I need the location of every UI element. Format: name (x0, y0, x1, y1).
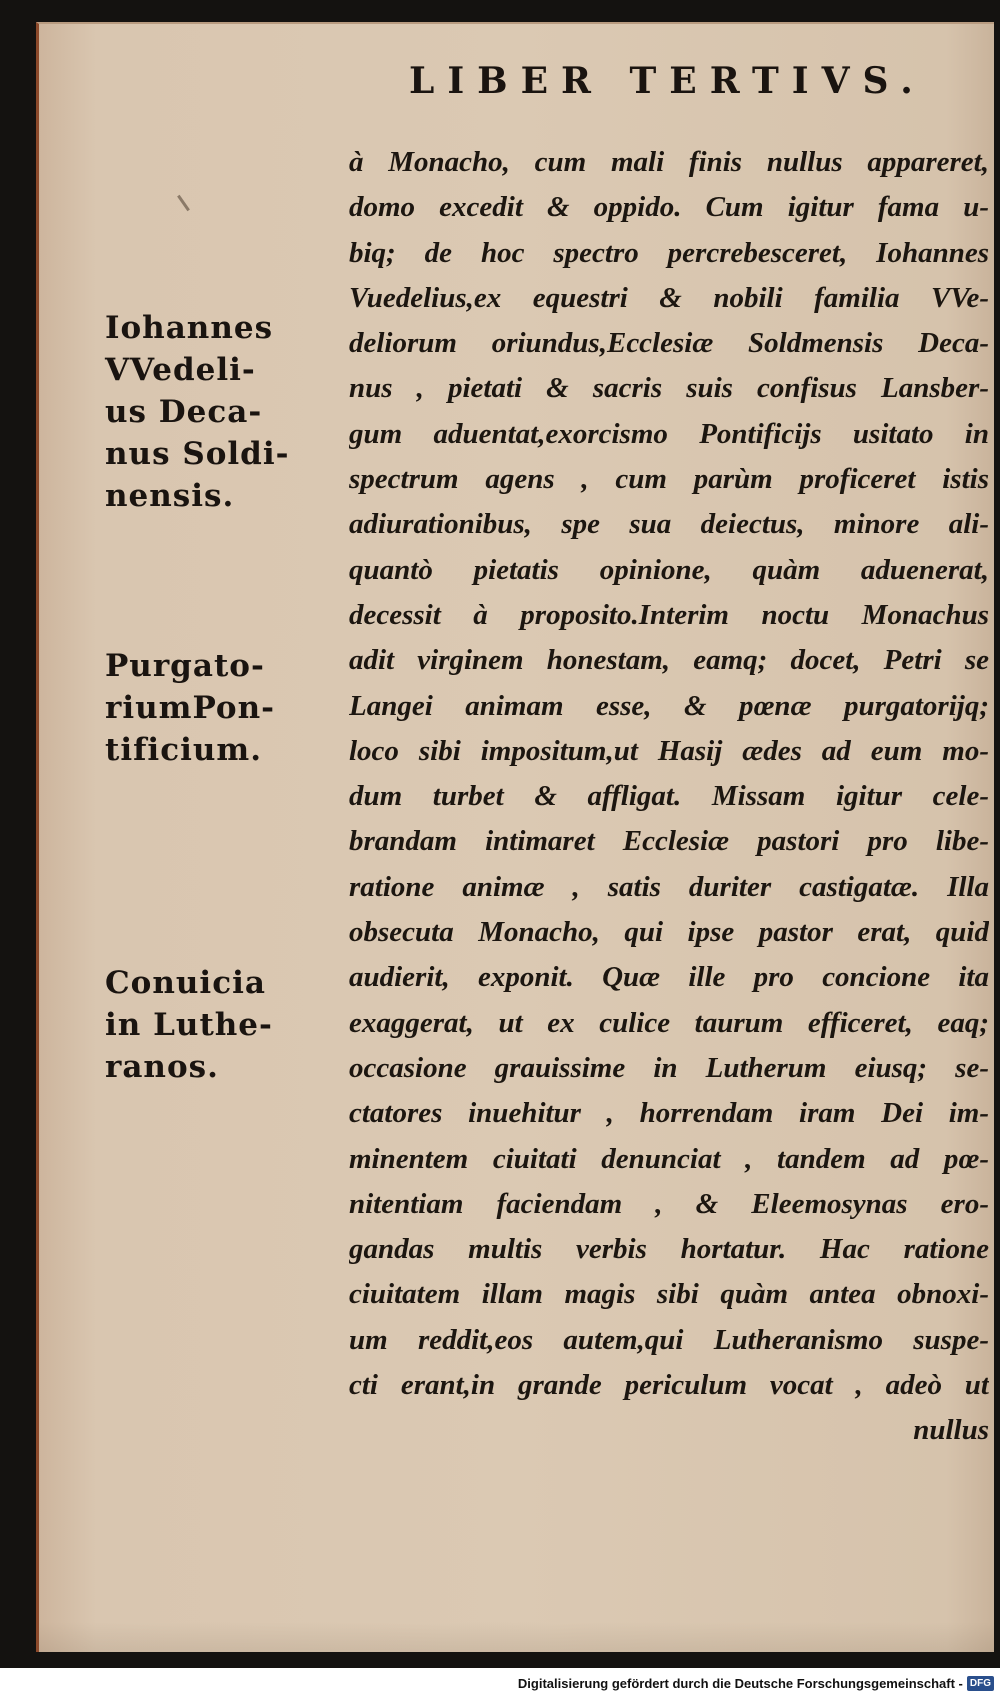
text-line: um reddit,eos autem,qui Lutheranismo suspe- (349, 1323, 989, 1356)
margin-note-purgatorium (105, 645, 315, 771)
text-line: adit virginem honestam, eamq; docet, Petri se (349, 644, 989, 677)
text-line: obsecuta Monacho, qui ipse pastor erat, quid (349, 916, 989, 949)
text-line: spectrum agens , cum parùm proficeret istis (349, 463, 989, 496)
text-line: gandas multis verbis hortatur. Hac ratione (349, 1233, 989, 1266)
text-line: quantò pietatis opinione, quàm aduenerat, (349, 553, 989, 586)
text-line: dum turbet & affligat. Missam igitur cele- (349, 780, 989, 813)
text-line: deliorum oriundus,Ecclesiæ Soldmensis Deca- (349, 327, 989, 360)
margin-note-line: VVedeli- (105, 352, 256, 388)
text-line: minentem ciuitati denunciat , tandem ad pœ- (349, 1142, 989, 1175)
margin-note-line: nus Soldi- (105, 436, 290, 472)
margin-note-line: ranos. (105, 1049, 219, 1085)
dfg-logo: DFG (967, 1676, 994, 1691)
margin-note-conuicia (105, 962, 315, 1088)
text-line: gum aduentat,exorcismo Pontificijs usitato in (349, 417, 989, 450)
text-line: nitentiam faciendam , & Eleemosynas ero- (349, 1187, 989, 1220)
margin-note-line: nensis. (105, 478, 235, 514)
digitization-credit (518, 1676, 994, 1691)
margin-note-line: tificium. (105, 732, 262, 768)
margin-note-line: in Luthe- (105, 1007, 273, 1043)
book-page (36, 22, 994, 1652)
text-line: ciuitatem illam magis sibi quàm antea obnoxi- (349, 1278, 989, 1311)
text-line: cti erant,in grande periculum vocat , adeò ut (349, 1369, 989, 1402)
catchword: nullus (913, 1414, 989, 1447)
text-line: nus , pietati & sacris suis confisus Lansber- (349, 372, 989, 405)
text-line: loco sibi impositum,ut Hasij ædes ad eum mo- (349, 734, 989, 767)
text-line: ratione animæ , satis duriter castigatæ. Illa (349, 870, 989, 903)
margin-note-line: us Deca- (105, 394, 263, 430)
text-line: decessit à proposito.Interim noctu Monachus (349, 598, 989, 631)
running-head: LIBER TERTIVS. (409, 60, 926, 102)
text-line: adiurationibus, spe sua deiectus, minore ali- (349, 508, 989, 541)
margin-note-line: riumPon- (105, 690, 276, 726)
margin-note-line: Purgato- (105, 648, 265, 684)
text-line: Vuedelius,ex equestri & nobili familia VVe- (349, 281, 989, 314)
text-line: audierit, exponit. Quæ ille pro concione ita (349, 961, 989, 994)
text-line: ctatores inuehitur , horrendam iram Dei im- (349, 1097, 989, 1130)
credit-text: Digitalisierung gefördert durch die Deutsche Forschungsgemeinschaft - (517, 1676, 963, 1691)
margin-note-line: Iohannes (105, 310, 274, 346)
text-line: biq; de hoc spectro percrebesceret, Iohannes (349, 236, 989, 269)
text-line: exaggerat, ut ex culice taurum efficeret, eaq; (349, 1006, 989, 1039)
text-line: à Monacho, cum mali finis nullus appareret, (349, 146, 989, 178)
ink-mark (177, 195, 190, 211)
margin-note-line: Conuicia (105, 965, 266, 1001)
text-line: Langei animam esse, & pœnæ purgatorijq; (349, 689, 989, 722)
margin-note-wedelius (105, 307, 315, 517)
text-line: domo excedit & oppido. Cum igitur fama u- (349, 191, 989, 224)
text-line: brandam intimaret Ecclesiæ pastori pro libe- (349, 825, 989, 858)
body-text (349, 140, 989, 1454)
text-line: occasione grauissime in Lutherum eiusq; se- (349, 1051, 989, 1084)
